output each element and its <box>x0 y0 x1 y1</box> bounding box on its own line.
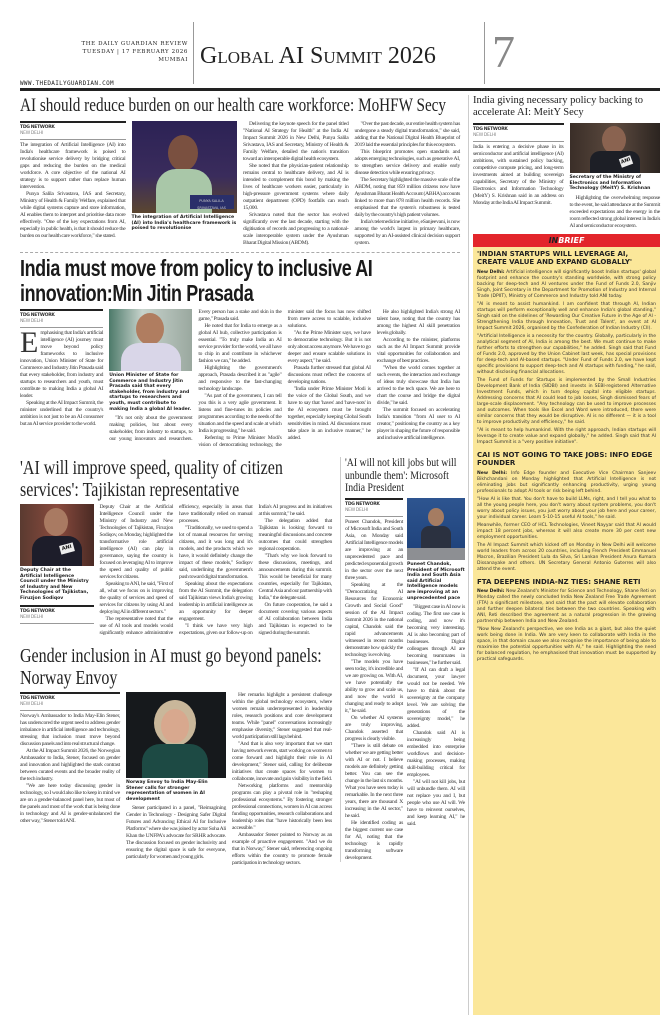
issue-date: TUESDAY | 17 FEBRUARY 2026 <box>82 49 188 55</box>
health-figure <box>132 121 238 232</box>
brief-headline-startups: 'INDIAN STARTUPS WILL LEVERAGE AI, CREATE VALUE AND EXPAND GLOBALLY' <box>477 249 633 267</box>
byline: TDG NETWORK NEW DELHI <box>20 692 120 711</box>
microsoft-col1: TDG NETWORK NEW DELHI Puneet Chandok, President of Microsoft India and South Asia, on Monday said Artificial Intelligence models are improving at an unprecedented pace and predicted exponential growth in the sector over the next three years. Speaking at the "Democratizing AI Resources for Economic Growth and Social Good" session of the AI Impact Summit 2026 in the national capital, Chandok said the rapid advancements witnessed in recent months demonstrate how quickly the technology is evolving. "The models you have seen today, it's incredible and we are growing on. With AI, we have potentially the ability to grow and scale us, and now the world is changing and ready to adopt it," he said. On whether AI systems are truly improving, Chandok asserted that progress is clearly visible. "There is still debate on whether we are getting better with AI or not. I believe models are definitely getting better. You can see the change in the last six months. What you have seen today is remarkable. In the next three years, there are thousand X increasing in the AI sector," he said. He identified coding as the biggest current use case for AI, noting that the technology is rapidly transforming software development. <box>345 498 403 862</box>
prasada-article <box>20 256 460 449</box>
gender-body: TDG NETWORK NEW DELHI Norway's Ambassador to India May-Elin Stener, has underscored the urgent need to address gender imbalance in artificial intelligence and technology, stressing that inclusion must move beyond discussion panels and into real structural change. At the AI Impact Summit 2026, the Norwegian Ambassador to India, Stener, focused on gender and innovation and highlighted the stark contrast between curated events and the broader reality of the tech industry. "We are here today discussing gender in technology, so I would also like to keep in mind we are on a gender-balanced panel here, but most of the panels and most of the work that is being done in technology and AI is gender-unbalanced the other way," Stener told ANI. Norway Envoy to India May-Elin Stener calls for stronger representation of women in AI development Stener participated in a panel, "Reimagining Gender in Technology - Designing Safer Digital Futures and Advancing Ethical AI for Inclusive Platforms" where she was joined by actor Soha Ali Khan the UNFPA's advocate for SRHR advocate. The discussion focused on gender inclusivity and ensuring the digital space is safe for everyone, particularly for women and young girls. Her remarks highlight a persistent challenge within the global technology ecosystem, where women remain underrepresented in leadership roles, research positions and core development teams. While "panel" conversations increasingly emphasise diversity," Stener suggested that real-world participation still lags behind. "And that is also very important that we start having network events, start working on women to come forward and highlight their role in AI development," Stener said, calling for deliberate initiatives that create spaces for women to collaborate, innovate and gain visibility in the field. Networking platforms and mentorship programs can play a pivotal role in "reshaping professional ecosystems." By fostering stronger professional connections, women in AI can access funding opportunities, research collaborations and leadership roles that "have historically been less accessible." Ambassador Stener pointed to Norway as an example of proactive engagement. "And we do that in Norway," Stener said, referencing ongoing efforts within the country to promote female participation in technology sectors. <box>20 692 332 866</box>
prasada-caption: Union Minister of State for Commerce and Industry Jitin Prasada said that every stakeholder, from industry and startups to researchers and youth, must contribute to making India a global AI leader. <box>109 373 192 412</box>
tajik-headline: 'AI will improve speed, quality of citizen services': Tajikistan representative <box>20 457 283 501</box>
main-column <box>20 95 465 867</box>
masthead-info <box>20 40 188 64</box>
health-photo <box>132 121 238 213</box>
health-article <box>20 95 460 247</box>
prasada-figure <box>109 309 192 412</box>
microsoft-figure <box>407 498 465 601</box>
byline: TDG NETWORK NEW DELHI <box>20 121 126 140</box>
prasada-body: TDG NETWORK NEW DELHI Emphasising that India's artificial intelligence (AI) journey must move beyond policy frameworks to inclusive innovation, Union Minister of State for Commerce and Industry Jitin Prasada said that every stakeholder, from industry and startups to researchers and youth, must contribute to making India a global AI leader. Speaking at the AI Impact Summit, the minister underlined that the country's ambition is not just to be an AI consumer but an AI service provider to the world. Union Minister of State for Commerce and Industry Jitin Prasada said that every stakeholder, from industry and startups to researchers and youth, must contribute to making India a global AI leader. "It's not only about the government making policies, but about every stakeholder, from industry to startups, to our young innovators and researchers. Every person has a stake and skin in the game," Prasada said. He noted that for India to emerge as a global AI hub, collective participation is essential. "To truly make India an AI service provider for the world, we all have to chip in and contribute in whichever fashion we can," he added. Highlighting the government's approach, Prasada described it as "agile" and responsive to the fast-changing technology landscape. "As part of the government, I can tell you this is a very agile government. It listens and fine-tunes its policies and programmes according to the needs of the situation and the speed and scale at which India is progressing," he said. Referring to Prime Minister Modi's vision of democratising technology, the minister said the focus has now shifted from mere access to scalable, inclusive solutions. "As the Prime Minister says, we have to democratise technology. But it is not only about access anymore. We have to go deeper and ensure scalable solutions in every aspect," he said. Prasada further stressed that global AI discussions must reflect the concerns of developing nations. "India under Prime Minister Modi is the voice of the Global South, and we have to say that 'haves' and 'have-nots' in the AI ecosystem must be brought together, especially keeping Global South sensitivities in mind. AI discussions must take place in an inclusive manner," he added. He also highlighted India's strong AI talent base, noting that the country has among the highest AI skill penetration levels globally. According to the minister, platforms such as the AI Impact Summit provide vital opportunities for collaboration and exchange of best practices. "When the world comes together at such events, the interaction and exchange of ideas truly showcase that India has arrived to the tech space. We are here to chart the course and bridge the digital divide," he said. The summit focused on accelerating India's transition "from AI user to AI creator," positioning the country as a key player in shaping the future of responsible and inclusive artificial intelligence. <box>20 309 460 448</box>
microsoft-caption: Puneet Chandok, President of Microsoft India and South Asia said Artificial Intelligence models are improving at an unprecedented pace <box>407 562 465 601</box>
health-caption: The integration of Artificial Intelligence (AI) into India's healthcare framework is poised to revolutionise <box>131 215 237 232</box>
right-column <box>468 95 660 1015</box>
tajik-caption: Deputy Chair at the Artificial Intelligence Council under the Ministry of Industry and New Technologies of Tajikistan, Firuzjon Sodiqov <box>20 568 89 601</box>
tajik-article <box>20 457 332 637</box>
byline: TDG NETWORK NEW DELHI <box>345 498 403 517</box>
in-brief-header: INBRIEF <box>473 234 660 247</box>
brief-story-startups: New Delhi: Artificial intelligence will significantly boost Indian startups' global footprint and enhance the country's standing worldwide, with strong policy backing for deep-tech and AI ventures under the Fund of Funds 2.0, Sanjiv Singh, Joint Secretary in the Department for Promotion of Industry and Internal Trade (DPIIT), Ministry of Commerce and Industry told ANI today. "AI is meant to assist humankind. I am confident that through AI, Indian startups will perform exceptionally well and enhance India's global standing," Singh said on the sidelines of 'Rewarding Our Creative Future in the Age of AI - Strengthening India through Innovation, Trust and Talent', an event at AI Impact Summit 2026, organised by the Confederation of Indian Industry (CII). "Artificial Intelligence is a necessity for the country. Globally, particularly in the analytical segment of AI, India is among the best. We must continue to make further efforts to strengthen our capabilities," he added. Singh said that Fund of Funds 2.0, approved by the Union Cabinet last week, has special provisions for deep-tech and AI-based startups. "Under Fund of Funds 2.0, we have kept specific provisions to support deep-tech and AI startups with funding," he said, without disclosing financial allocations. The Fund of Funds for Startups is implemented by the Small Industries Development Bank of India (SIDBI) and invests in SEBI-registered Alternative Investment Funds, which in turn deploy capital into eligible startups. Addressing concerns that AI could lead to job losses, Singh dismissed fears of large-scale displacement. "Any technology can be used to improve processes and outcomes. When tools like Excel and Word were introduced, there were similar concerns that they would be disruptive. AI is no different — it is a tool to improve productivity and efficiency," he said. "AI is meant to help humankind. With the right approach, Indian startups will leverage it to create value and expand globally," he added. Singh said that AI Impact Summit is a "very positive initiative". <box>477 269 657 445</box>
section-title: Global AI Summit 2026 <box>200 43 436 69</box>
brief-headline-info-edge: CAI IS NOT GOING TO TAKE JOBS: INFO EDGE FOUNDER <box>477 450 653 468</box>
health-headline: AI should reduce burden on our health care workforce: MoHFW Secy <box>20 95 447 116</box>
page-number: 7 <box>492 26 515 77</box>
gender-photo <box>126 692 226 778</box>
microsoft-col2: Puneet Chandok, President of Microsoft India and South Asia said Artificial Intelligence models are improving at an unprecedented pace "Biggest case in AI now is coding. The first use case is coding, and now it's becoming very interesting. AI is also becoming part of businesses. Digital colleagues through AI are becoming teammates in businesses," he further said. "If AI can draft a legal document, your lawyer would not be needed. We have to think about the sovereignty at the company level. We are solving the generations of the sovereignty model," he added. Chandok said AI is increasingly being embedded into enterprise workflows and decision-making processes, making skill-building critical for employees. "AI will not kill jobs, but will unbundle them. AI will not replace you and I, but people who use AI will. We have to reinvent ourselves, and keep learning AI," he said. <box>407 498 465 862</box>
byline: TDG NETWORK NEW DELHI <box>20 309 103 328</box>
meity-headline: India giving necessary policy backing to accelerate AI: MeitY Secy <box>473 95 643 118</box>
tajik-photo <box>20 504 94 566</box>
name-plate: PUNYA SALILA SRIVASTAVA, IAS <box>190 195 234 209</box>
prasada-headline: India must move from policy to inclusive AI innovation:Min Jitin Prasada <box>20 255 373 306</box>
prasada-photo <box>109 309 192 371</box>
website-link[interactable]: WWW.THEDAILYGUARDIAN.COM <box>20 80 114 87</box>
byline: TDG NETWORK NEW DELHI <box>473 123 564 142</box>
microsoft-photo <box>407 498 465 560</box>
page-body <box>20 95 660 1015</box>
tajik-body: ANI Deputy Chair at the Artificial Intelligence Council under the Ministry of Industry and New Technologies of Tajikistan, Firuzjon Sodiqov TDG NETWORK NEW DELHI Deputy Chair at the Artificial Intelligence Council under the Ministry of Industry and New Technologies of Tajikistan, Firuzjon Sodiqov, on Monday, highlighted the transformative role artificial intelligence (AI) can play in governance, saying the country is focused on leveraging AI to improve the speed and quality of public services for citizens. Speaking to ANI, he said, "First of all, what we focus on is improving the quality of services and speed of services for citizens by using AI and deploying AI in different sectors." The representative noted that the use of AI tools and models would significantly enhance administrative efficiency, especially in areas that have traditionally relied on manual processes. "Traditionally, we used to spend a lot of manual resources for serving citizens, and it was long and it's models, and the products which we have, it would definitely change the impact of these models," Sodiqov said, underlining the government's push toward digital transformation. Speaking about the expectations from the AI Summit, the delegation said Tajikistan views India's growing leadership in artificial intelligence as an opportunity for deeper engagement. "I think we have very high expectations, given our follow-up on India's AI progress and its initiatives at this summit," he said. The delegation added that Tajikistan is looking forward to meaningful discussions and concrete outcomes that could strengthen regional cooperation. "That's why we look forward to these discussions, meetings, and announcements during this summit. This would be beneficial for many countries, especially for Tajikistan, Central Asia and our partnership with India," the delegate said. On future cooperation, he said a document covering various aspects of AI collaboration between India and Tajikistan is expected to be signed during the summit. <box>20 504 332 636</box>
meity-body: TDG NETWORK NEW DELHI India is entering a decisive phase in its semiconductor and artificial intelligence (AI) ambitions, with sustained policy backing, competitive compute pricing, and long-term investments aimed at building sovereign capabilities, Secretary of the Ministry of Electronics and Information Technology (MeitY) S. Krishnan said in an address on Monday at the India AI Impact Summit. ANI Secretary of the Ministry of Electronics and Information Technology (MeitY) S. Krishnan Highlighting the overwhelming response to the event, he said attendance at the Summit exceeded expectations and the energy in the room reflected strong global interest in India's AI and semiconductor ecosystem. <box>473 123 660 230</box>
divider <box>193 22 194 84</box>
lower-left <box>20 457 332 867</box>
ani-mic-label: ANI <box>59 542 75 554</box>
brief-headline-fta: FTA DEEPENS INDIA-NZ TIES: SHANE RETI <box>477 577 641 586</box>
gender-caption: Norway Envoy to India May-Elin Stener calls for stronger representation of women in AI development <box>126 780 208 802</box>
drop-cap: E <box>20 326 39 359</box>
meity-caption: Secretary of the Ministry of Electronics and Information Technology (MeitY) S. Krishnan <box>569 175 651 192</box>
meity-article <box>473 95 660 230</box>
ani-mic-label: ANI <box>618 155 632 168</box>
divider <box>484 22 485 84</box>
masthead-rule <box>20 88 660 91</box>
brief-story-fta: New Delhi: New Zealand's Minister for Science and Technology, Shane Reti on Monday called the newly concluded India New Zealand Free Trade Agreement (FTA) a significant milestone, and said that the pact will elevate collaboration and further deepen bilateral ties between the two countries. Speaking with ANI, Reti described the agreement as a natural progression in the growing partnership between India and New Zealand. "Now New Zealand's perspective, we see India as a giant, but also the quiet work being done in India. We are very keen to collaborate with India in the space, in that domain cause we also recognise the importance of being able to maximise the potential opportunities with AI," he said. Highlighting the need for balanced regulation, he emphasised that innovation must be supported by practical safeguards. <box>477 589 657 663</box>
edition-city: MUMBAI <box>158 57 188 63</box>
byline: TDG NETWORK NEW DELHI <box>20 605 94 624</box>
brief-story-info-edge: New Delhi: Info Edge founder and Executive Vice Chairman Sanjeev Bikhchandani on Monday highlighted that Artificial Intelligence is not eliminating jobs but significantly enhancing productivity, urging young professionals to adopt AI tools or risk being left behind. "How AI is like that. You don't have to build LLMs, right, and I tell you what to all the young people here, you don't worry about system problems, you don't worry about policy issues, you just worry about your job here and your career, your individual career. Learn 5-10-15 useful AI tools," he said. Meanwhile, former CEO of HCL Technologies, Vineet Nayyar said that AI would impact 18 percent jobs, whereas it will also create more 30 per cent new employment opportunities. The AI Impact Summit which kicked off on Monday in New Delhi will welcome world leaders from across 20 countries, including French President Emmanuel Macron, Brazilian President Lula da Silva, Sri Lankan President Anura Kumara Dissanayake and others. UN Secretary General Antonio Guterres will also attend the event. <box>477 470 656 572</box>
gender-article <box>20 645 332 867</box>
tajik-figure <box>20 504 94 602</box>
microsoft-body <box>345 498 465 862</box>
gender-headline: Gender inclusion in AI must go beyond panels: Norway Envoy <box>20 645 322 689</box>
gender-figure <box>126 692 226 802</box>
meity-figure <box>570 123 661 192</box>
microsoft-headline: 'AI will not kill jobs but will unbundle them': Microsoft India President <box>345 457 457 494</box>
microsoft-article <box>340 457 465 862</box>
health-body: TDG NETWORK NEW DELHI The integration of Artificial Intelligence (AI) into India's healthcare framework is poised to revolutionise service delivery by bridging critical gaps and reducing the burden on the medical workforce. A core objective of the national AI strategy is to support rather than replace human intervention. Punya Salila Srivastava, IAS and Secretary, Ministry of Health & Family Welfare, explained that while digital systems capture and store information, AI enables them to interpret and prioritise data more effectively. "One of the key expectations from AI, especially in public health, is that it should reduce the burden on our health care workforce," she stated. PUNYA SALILA SRIVASTAVA, IAS The integration of Artificial Intelligence (AI) into India's healthcare framework is poised to revolutionise Delivering the keynote speech for the panel titled "National AI Strategy for Health" at the India AI Impact Summit 2026 in New Delhi, Punya Salila Srivastava, IAS and Secretary, Ministry of Health & Family Welfare, detailed the nation's transition toward an interoperable digital health ecosystem. She noted that the physician-patient relationship remains central to healthcare delivery, and AI is intended to complement this bond by making the lives of healthcare workers easier, particularly in high-pressure government systems where daily outpatient department (OPD) footfalls can reach 15,000. Srivastava noted that the sector has evolved significantly over the last decade, starting with the digitisation of records and progressing to a national-scale interoperable system under the Ayushman Bharat Digital Mission (ABDM). "Over the past decade, our entire health system has undergone a steady digital transformation," she said, adding that the National Digital Health Blueprint of 2019 laid the essential principles for this ecosystem. This blueprint promotes open standards and adopts emerging technologies, such as generative AI, to strengthen service delivery and enable early disease detection while ensuring privacy. The Secretary highlighted the massive scale of the ABDM, noting that 859 million citizens now have Ayushman Bharat Health Account (ABHA) accounts linked to more than 878 million health records. She emphasised that the system's robustness is tested daily by the country's high patient volumes. India's telemedicine initiative, eSanjeevani, is now among the world's largest in primary healthcare, supported by an AI-assisted clinical decision support system. <box>20 121 460 246</box>
meity-photo <box>570 123 661 173</box>
lower-row <box>20 457 465 867</box>
section-divider <box>20 252 460 253</box>
in-brief-panel <box>473 234 660 1015</box>
paper-name: THE DAILY GUARDIAN REVIEW <box>81 41 188 47</box>
